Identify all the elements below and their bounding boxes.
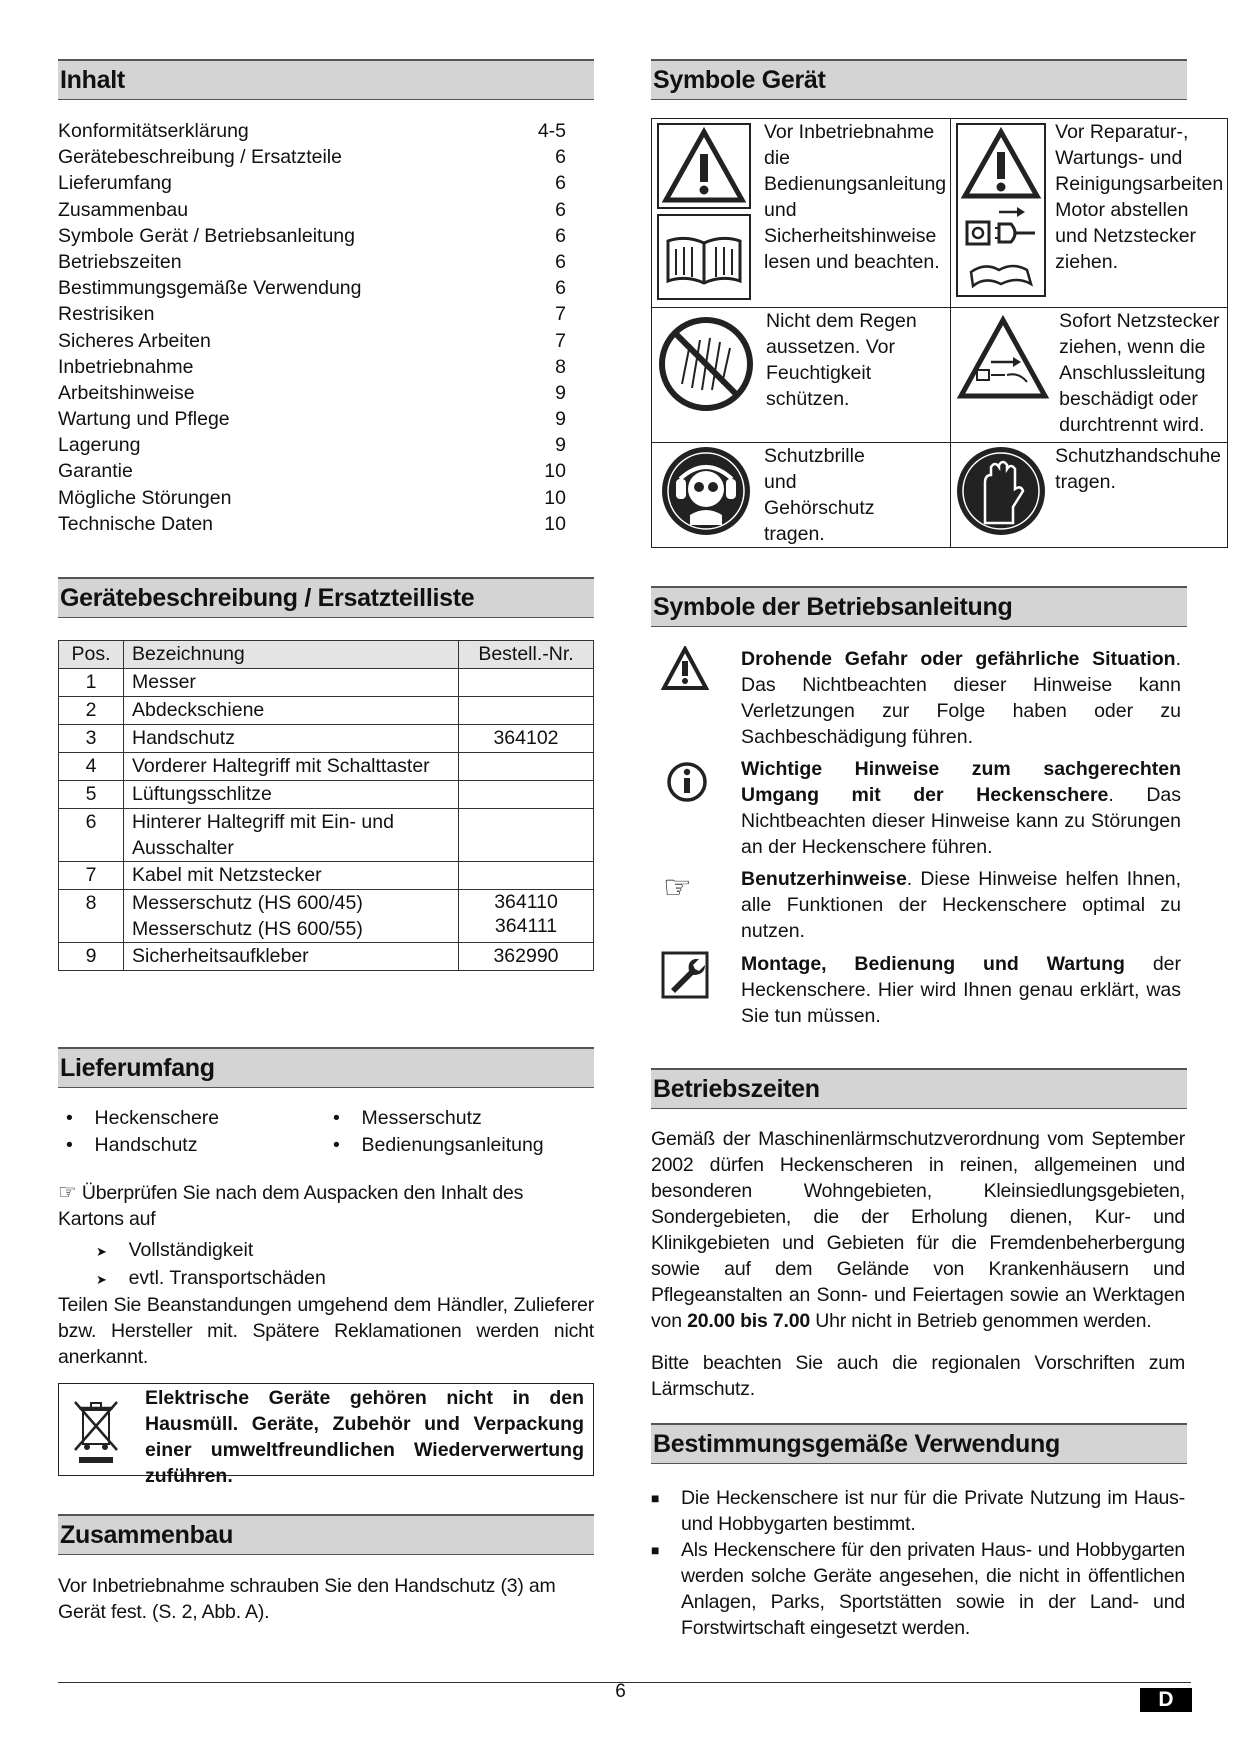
toc-entry: Konformitätserklärung 4-5 [58,120,566,142]
symbol-description: Wichtige Hinweise zum sachgerechten Umgang mit der Heckenschere. Das Nichtbeachten dieser Hinweise kann zu Störungen an der Heckenschere führen. [741,758,1181,858]
zusammen-heading: Zusammenbau [58,1514,594,1555]
toc-entry: Symbole Gerät / Betriebsanleitung 6 [58,224,566,247]
betrieb-paragraph-2: Bitte beachten Sie auch die regionalen Vorschriften zum Lärmschutz. [651,1352,1185,1400]
symbol-cell [652,443,951,548]
symbol-cell [951,308,1228,443]
symbol-text: Nicht dem Regen aussetzen. Vor Feuchtigkeit schützen. [766,310,917,410]
symbol-text: Schutzhandschuhe tragen. [1055,445,1222,493]
symbol-description: Drohende Gefahr oder gefährliche Situation. Das Nichtbeachten dieser Hinweise kann Verletzungen zur Folge haben oder zu Sachbeschädigung führen. [741,648,1181,748]
list-item: ■ Die Heckenschere ist nur für die Private Nutzung im Haus- und Hobbygarten bestimmt. [651,1487,1185,1535]
table-row [59,781,594,809]
symbol-icons [652,119,760,301]
toc-entry: Lagerung 9 [58,434,566,457]
manual-symbol-row [651,756,1181,860]
verwendung-heading: Bestimmungsgemäße Verwendung [651,1423,1187,1464]
cell-nr [459,809,594,862]
cell-nr [459,669,594,697]
cell-pos: 4 [59,753,124,781]
liefer-list-a [66,1105,219,1159]
symbol-cell [951,119,1228,308]
list-item: ➤ Vollständigkeit [96,1239,254,1261]
zusammen-text: Vor Inbetriebnahme schrauben Sie den Handschutz (3) am Gerät fest. (S. 2, Abb. A). [58,1575,556,1623]
symbol-text: Vor Inbetriebnahme die Bedienungsanleitung und Sicherheitshinweise lesen und beachten. [764,121,947,273]
symbol-text: Sofort Netzstecker ziehen, wenn die Anschlussleitung beschädigt oder durchtrennt wird. [1059,310,1220,436]
betrieb-paragraph: Gemäß der Maschinenlärmschutzverordnung vom September 2002 dürfen Heckenscheren in reinen, allgemeinen und besonderen Wohngebieten, Kleinsiedlungsgebieten, Sondergebieten, die der Erholung dienen, Kur- und Klinikgebieten und Gebieten für die Fremdenbeherbergung sowie auf dem Gelände von Krankenhäusern und Pflegeanstalten an Sonn- und Feiertagen sowie an Werktagen von 20.00 bis 7.00 Uhr nicht in Betrieb genommen werden. [651,1128,1185,1332]
cell-pos: 5 [59,781,124,809]
cell-name: Lüftungsschlitze [124,781,459,809]
symbol-text: Schutzbrille und Gehörschutz tragen. [764,445,875,545]
cell-pos: 9 [59,943,124,971]
manual-symbol-row [651,646,1181,750]
cell-nr [459,781,594,809]
cell-name: Kabel mit Netzstecker [124,862,459,890]
manual-symbol-row [651,866,1181,944]
cell-nr [459,753,594,781]
warning-triangle-icon [656,122,752,210]
list-item: ➤ evtl. Transportschäden [96,1267,326,1289]
cell-name: Hinterer Haltegriff mit Ein- und Ausschalter [124,809,459,862]
list-item: • Heckenschere [66,1107,220,1129]
manual-book-icon [656,213,752,301]
toc-entry: Inbetriebnahme 8 [58,355,566,378]
warning-triangle-icon [955,122,1047,298]
liefer-sublist [96,1237,326,1293]
cell-name: Sicherheitsaufkleber [124,943,459,971]
col-name: Bezeichnung [124,641,459,669]
cell-name: Messer [124,669,459,697]
table-row [59,943,594,971]
table-row [59,725,594,753]
liefer-paragraph: Teilen Sie Beanstandungen umgehend dem Händler, Zulieferer bzw. Hersteller mit. Spätere Reklamationen werden nicht anerkannt. [58,1294,594,1368]
toc-entry: Restrisiken 7 [58,303,566,326]
toc-entry: Garantie 10 [58,460,566,483]
device-symbols-table [651,118,1228,548]
cell-nr: 364110 364111 [459,890,594,943]
inhalt-heading: Inhalt [58,59,594,100]
wrench-icon [661,951,711,1001]
symgeraet-heading: Symbole Gerät [651,59,1187,100]
arrow-icon: ➤ [96,1244,107,1259]
cell-name: Messerschutz (HS 600/45) Messerschutz (HS 600/55) [124,890,459,943]
betrieb-heading: Betriebszeiten [651,1068,1187,1109]
cell-name: Vorderer Haltegriff mit Schalttaster [124,753,459,781]
square-bullet-icon: ■ [651,1490,660,1506]
toc-entry: Lieferumfang 6 [58,172,566,195]
list-item: • Messerschutz [333,1107,482,1129]
info-icon [665,760,709,804]
symanl-heading: Symbole der Betriebsanleitung [651,586,1187,627]
cell-pos: 8 [59,890,124,943]
disposal-warning-box [58,1383,594,1487]
table-row [59,862,594,890]
table-row [59,809,594,862]
cell-name: Abdeckschiene [124,697,459,725]
toc-entry: Arbeitshinweise 9 [58,381,566,404]
symbol-description: Benutzerhinweise. Diese Hinweise helfen Ihnen, alle Funktionen der Heckenschere optimal zu nutzen. [741,868,1181,942]
toc-entry: Sicheres Arbeiten 7 [58,329,566,352]
cell-name: Handschutz [124,725,459,753]
crossed-bin-icon [73,1394,121,1466]
manual-symbol-row [651,951,1181,1029]
goggles-earmuffs-icon [660,445,752,537]
parts-heading: Gerätebeschreibung / Ersatzteilliste [58,577,594,618]
pointing-hand-icon: ☞ [58,1181,77,1204]
verwendung-list [651,1485,1185,1641]
arrow-icon: ➤ [96,1272,107,1287]
gloves-icon [955,445,1047,537]
table-row [59,753,594,781]
toc-entry: Bestimmungsgemäße Verwendung 6 [58,277,566,300]
list-item: ■ Als Heckenschere für den privaten Haus- und Hobbygarten werden solche Geräte angesehen, die nicht in öffentlichen Anlagen, Parks, Sportstätten sowie in der Land- und Forstwirtschaft eingesetzt werden. [651,1539,1185,1639]
table-of-contents [58,118,566,537]
symbol-description: Montage, Bedienung und Wartung der Heckenschere. Hier wird Ihnen genau erklärt, was Sie tun müssen. [741,953,1182,1027]
col-pos: Pos. [59,641,124,669]
cell-pos: 1 [59,669,124,697]
cell-nr: 364102 [459,725,594,753]
cell-pos: 7 [59,862,124,890]
liefer-check: ☞ Überprüfen Sie nach dem Auspacken den Inhalt des Kartons auf [58,1181,524,1230]
symbol-icons [951,119,1051,298]
square-bullet-icon: ■ [651,1542,660,1558]
no-rain-icon [656,314,756,414]
toc-entry: Technische Daten 10 [58,512,566,535]
cell-nr [459,862,594,890]
table-row [59,890,594,943]
list-item: • Bedienungsanleitung [333,1134,544,1156]
table-row [59,669,594,697]
symbol-cell [951,443,1228,548]
toc-entry: Wartung und Pflege 9 [58,408,566,431]
list-item: • Handschutz [66,1134,198,1156]
pointing-hand-icon: ☞ [663,869,692,905]
unplug-warning-icon [955,312,1051,408]
symbol-cell [652,119,951,308]
toc-entry: Betriebszeiten 6 [58,250,566,273]
symbol-cell [652,308,951,443]
cell-nr: 362990 [459,943,594,971]
disposal-warning-text: Elektrische Geräte gehören nicht in den Hausmüll. Geräte, Zubehör und Verpackung einer umweltfreundlichen Wiederverwertung zuführen. [145,1387,584,1487]
liefer-list-b [333,1105,544,1159]
language-badge: D [1140,1688,1192,1712]
col-nr: Bestell.-Nr. [459,641,594,669]
cell-pos: 3 [59,725,124,753]
danger-triangle-icon [661,646,709,692]
cell-nr [459,697,594,725]
cell-pos: 6 [59,809,124,862]
liefer-heading: Lieferumfang [58,1047,594,1088]
toc-entry: Mögliche Störungen 10 [58,486,566,509]
toc-entry: Zusammenbau 6 [58,198,566,221]
parts-table [58,640,594,971]
toc-entry: Gerätebeschreibung / Ersatzteile 6 [58,146,566,169]
table-row [59,697,594,725]
page-number: 6 [615,1681,626,1702]
cell-pos: 2 [59,697,124,725]
symbol-text: Vor Reparatur-, Wartungs- und Reinigungsarbeiten Motor abstellen und Netzstecker ziehen. [1055,121,1224,273]
